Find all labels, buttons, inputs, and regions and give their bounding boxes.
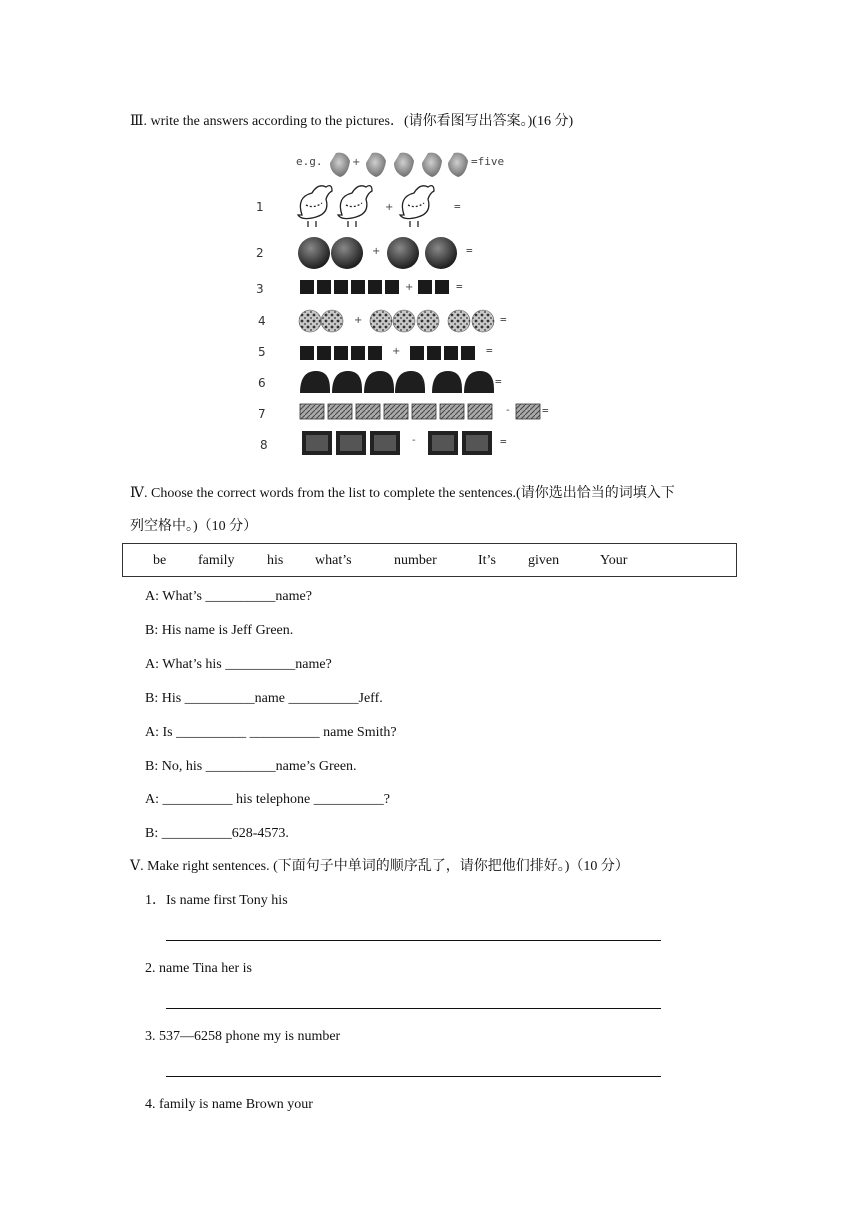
word-number: number <box>394 553 437 568</box>
row-eq-1: = <box>454 200 461 213</box>
row-eq-7: = <box>542 404 549 417</box>
word-given: given <box>528 553 560 568</box>
word-list-box <box>122 543 737 577</box>
answer-line-3[interactable] <box>166 1076 661 1077</box>
rooster-icons <box>298 186 434 227</box>
dialogue-line-3: A: What’s his __________name? <box>145 657 332 672</box>
row-number-8: 8 <box>260 438 268 452</box>
section4-heading-line1: Ⅳ. Choose the correct words from the list to complete the sentences.(请你选出恰当的词填入下 <box>130 486 675 501</box>
picture-exercise <box>240 145 570 465</box>
example-strawberries <box>330 153 468 177</box>
box-icons-row3 <box>300 280 449 294</box>
word-his: his <box>267 553 284 568</box>
sentence-item-2: 2. name Tina her is <box>145 961 252 976</box>
row-number-1: 1 <box>256 200 264 214</box>
row-op-3: + <box>405 282 414 293</box>
dialogue-line-2: B: His name is Jeff Green. <box>145 623 294 638</box>
example-result: =five <box>471 155 505 168</box>
cookie-icons <box>299 310 494 332</box>
example-prefix: e.g. <box>296 155 323 168</box>
row-op-8: - <box>412 435 416 446</box>
answer-line-2[interactable] <box>166 1008 661 1009</box>
row-number-4: 4 <box>258 314 266 328</box>
row-op-4: + <box>354 315 363 326</box>
word-whats: what’s <box>315 553 352 568</box>
row-eq-5: = <box>486 344 493 357</box>
answer-line-1[interactable] <box>166 940 661 941</box>
sentence-item-1: 1．Is name first Tony his <box>145 893 288 908</box>
dialogue-line-4: B: His __________name __________Jeff. <box>145 691 383 706</box>
section3-heading: Ⅲ. write the answers according to the pictures．(请你看图写出答案。)(16 分) <box>130 114 574 129</box>
word-family: family <box>198 553 235 568</box>
row-op-5: + <box>392 346 401 357</box>
row-eq-3: = <box>456 280 463 293</box>
helmet-icons <box>300 371 494 393</box>
row-number-7: 7 <box>258 407 266 421</box>
row-eq-8: = <box>500 435 507 448</box>
row-op-6: - <box>421 375 425 386</box>
word-its: It’s <box>478 553 496 568</box>
row-number-5: 5 <box>258 345 266 359</box>
bread-icons <box>300 404 540 419</box>
sentence-item-4: 4. family is name Brown your <box>145 1097 313 1112</box>
row-op-1: + <box>385 202 394 213</box>
row-eq-2: = <box>466 244 473 257</box>
row-number-3: 3 <box>256 282 264 296</box>
row-eq-6: = <box>495 375 502 388</box>
dialogue-line-1: A: What’s __________name? <box>145 589 312 604</box>
row-op-2: + <box>372 246 381 257</box>
dialogue-line-5: A: Is __________ __________ name Smith? <box>145 725 397 740</box>
dialogue-line-8: B: __________628-4573. <box>145 826 289 841</box>
picture-drawings <box>240 145 570 465</box>
word-be: be <box>153 553 167 568</box>
row-eq-4: = <box>500 313 507 326</box>
row-op-7: - <box>506 405 510 416</box>
section5-heading: Ⅴ. Make right sentences. (下面句子中单词的顺序乱了，请你把他们排好。)（10 分） <box>130 859 629 874</box>
box-icons-row5 <box>300 346 475 360</box>
dialogue-line-7: A: __________ his telephone __________? <box>145 792 390 807</box>
example-plus: + <box>352 157 361 168</box>
row-number-6: 6 <box>258 376 266 390</box>
tv-icons <box>302 431 492 455</box>
section4-heading-line2: 列空格中。)（10 分） <box>130 519 258 534</box>
sentence-item-3: 3. 537—6258 phone my is number <box>145 1029 341 1044</box>
row-number-2: 2 <box>256 246 264 260</box>
word-your: Your <box>600 553 628 568</box>
dialogue-line-6: B: No, his __________name’s Green. <box>145 759 357 774</box>
